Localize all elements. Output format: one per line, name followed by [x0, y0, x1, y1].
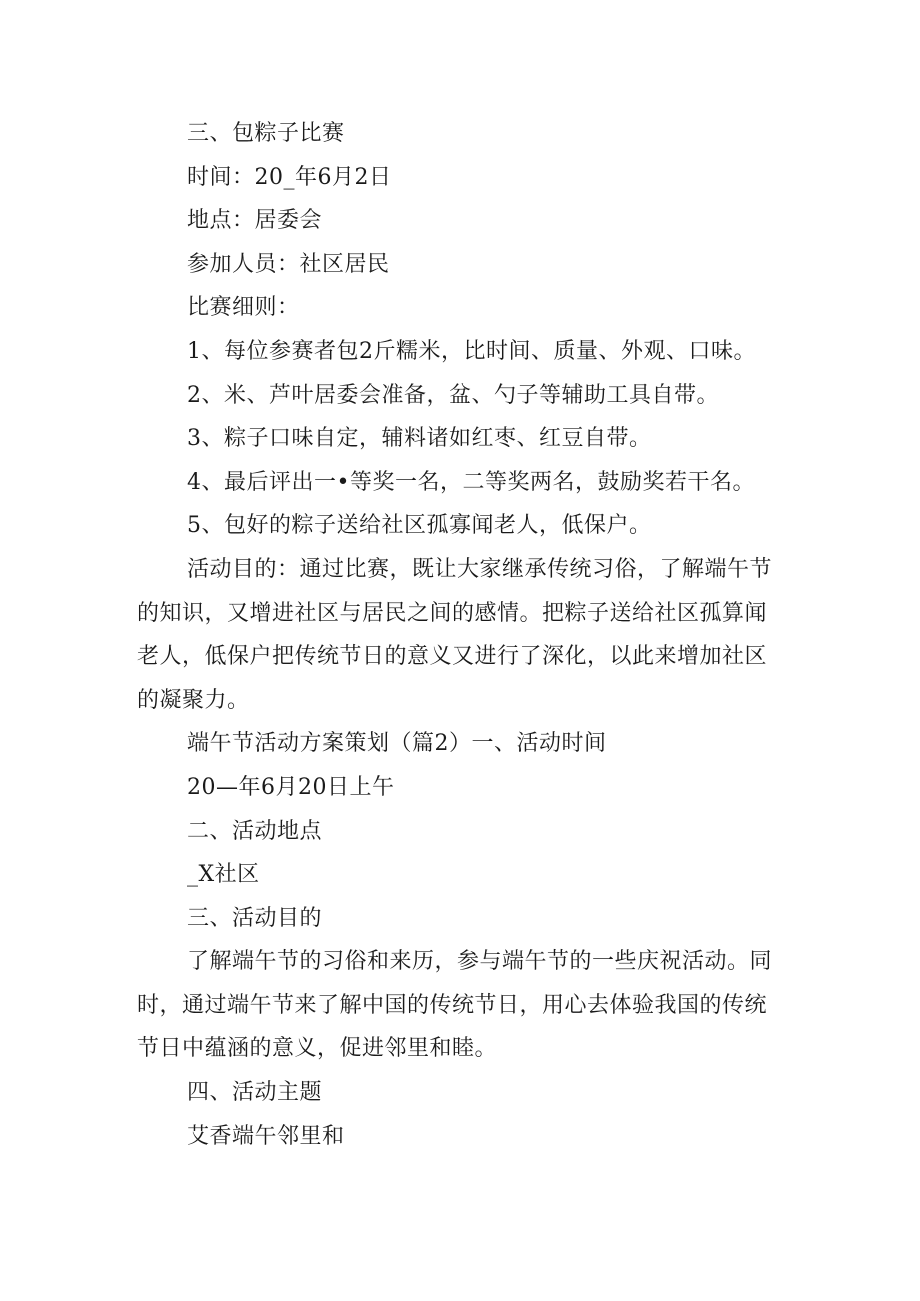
text-line: 的凝聚力。	[137, 687, 250, 713]
text-line: 四、活动主题	[187, 1080, 323, 1106]
text-line: 三、活动目的	[187, 905, 323, 931]
text-line: 的知识，又增进社区与居民之间的感情。把粽子送给社区孤算闻	[137, 600, 768, 626]
text-line: 时，通过端午节来了解中国的传统节日，用心去体验我国的传统	[137, 992, 768, 1018]
text-line: 三、包粽子比赛	[187, 121, 345, 146]
document-body	[137, 112, 787, 1158]
text-line: 了解端午节的习俗和来历，参与端午节的一些庆祝活动。同	[187, 949, 773, 975]
text-line: 端午节活动方案策划（篇2）一、活动时间	[187, 731, 607, 757]
text-line: 4、最后评出一•等奖一名，二等奖两名，鼓励奖若干名。	[187, 469, 755, 495]
text-line: 二、活动地点	[187, 818, 323, 844]
text-line: 2、米、芦叶居委会准备，盆、勺子等辅助工具自带。	[187, 382, 719, 408]
text-line: 活动目的：通过比赛，既让大家继承传统习俗，了解端午节	[187, 556, 773, 582]
text-line: 1、每位参赛者包2斤糯米，比时间、质量、外观、口味。	[187, 338, 756, 364]
text-line: 20—年6月20日上午	[187, 774, 395, 800]
text-line: _X社区	[187, 862, 260, 888]
text-line: 老人，低保户把传统节日的意义又进行了深化，以此来增加社区	[137, 644, 768, 670]
text-line: 艾香端午邻里和	[187, 1123, 345, 1149]
text-line: 时间：20_年6月2日	[187, 164, 392, 190]
text-line: 参加人员：社区居民	[187, 251, 390, 277]
text-line: 节日中蕴涵的意义，促进邻里和睦。	[137, 1036, 498, 1062]
text-line: 比赛细则：	[187, 295, 300, 321]
text-line: 3、粽子口味自定，辅料诸如红枣、红豆自带。	[187, 426, 652, 452]
text-line: 地点：居委会	[187, 208, 323, 234]
text-line: 5、包好的粽子送给社区孤寡闻老人，低保户。	[187, 513, 652, 539]
